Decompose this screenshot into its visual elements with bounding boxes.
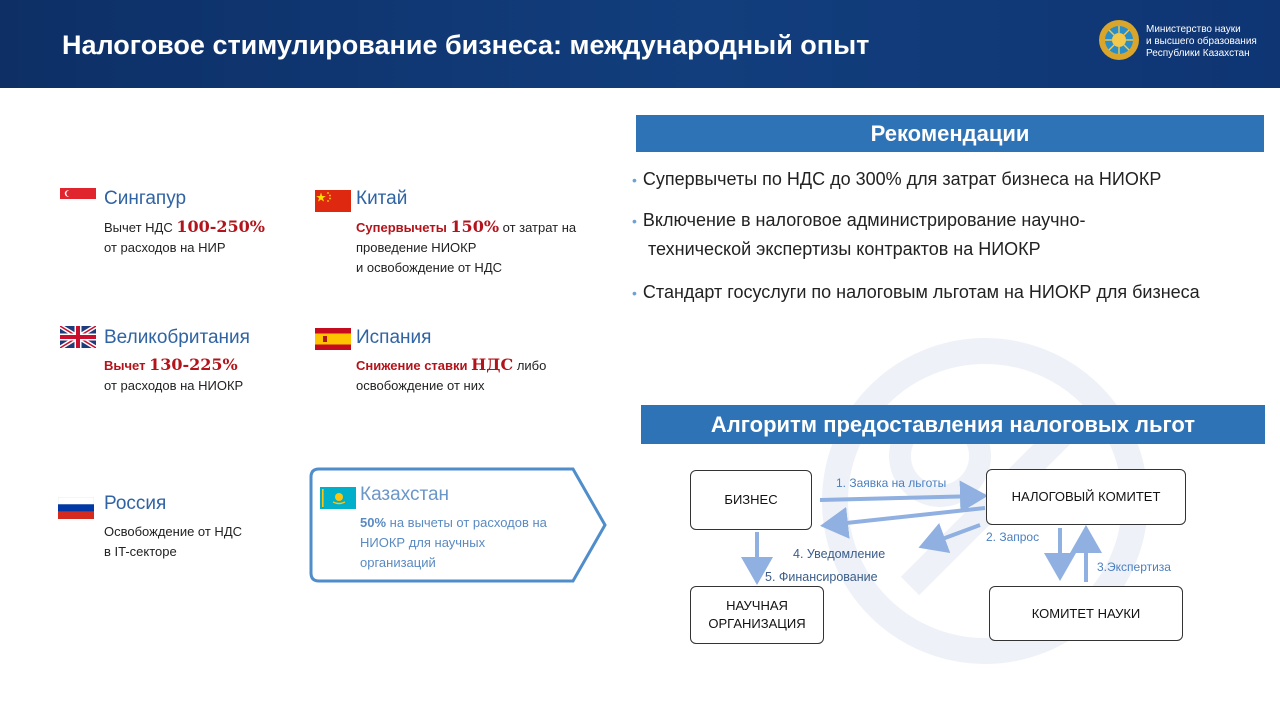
kazakhstan-emblem-icon [1098,19,1140,61]
country-name-uk: Великобритания [104,327,250,348]
country-desc-uk: Вычет 130-225% от расходов на НИОКР [104,355,244,393]
step-2-label: 2. Запрос [986,530,1040,544]
singapore-flag-icon [60,188,96,210]
country-desc-kazakhstan: 50% на вычеты от расходов на НИОКР для научных организаций [360,515,547,570]
spain-flag-icon [315,328,351,350]
algorithm-title: Алгоритм предоставления налоговых льгот [641,405,1265,444]
recommendation-item: • Супервычеты по НДС до 300% для затрат бизнеса на НИОКР [632,169,1162,189]
russia-flag-icon [58,497,94,519]
recommendations-title: Рекомендации [636,115,1264,152]
step-3-label: 3.Экспертиза [1097,560,1171,574]
step-4-label: 4. Уведомление [793,547,886,561]
recommendation-item: • Включение в налоговое администрирование научно- технической экспертизы контрактов на НИОКР [632,210,1086,259]
china-flag-icon [315,190,351,212]
country-desc-spain: Снижение ставки НДС либо освобождение от них [356,355,547,393]
country-desc-china: Супервычеты 150% от затрат на проведение НИОКР и освобождение от НДС [356,217,577,275]
arrow-step-2 [828,508,985,525]
ministry-name: Министерство науки и высшего образования Республики Казахстан [1146,24,1257,59]
science-committee-box: КОМИТЕТ НАУКИ [989,586,1183,641]
country-name-china: Китай [356,188,408,209]
business-box: БИЗНЕС [690,470,812,530]
country-name-singapore: Сингапур [104,188,187,209]
country-name-spain: Испания [356,327,432,348]
country-name-kazakhstan: Казахстан [360,484,450,505]
step-1-label: 1. Заявка на льготы [836,476,947,490]
header-bar [0,0,1280,88]
kazakhstan-flag-icon [320,487,356,509]
country-desc-singapore: Вычет НДС 100-250% от расходов на НИР [104,217,265,255]
uk-flag-icon [60,326,96,348]
page-title: Налоговое стимулирование бизнеса: международный опыт [62,30,870,60]
recommendation-item: • Стандарт госуслуги по налоговым льготам на НИОКР для бизнеса [632,282,1200,302]
arrow-step-4 [926,525,980,545]
country-desc-russia: Освобождение от НДС в IT-секторе [104,524,243,559]
step-5-label: 5. Финансирование [765,570,878,584]
science-organization-box: НАУЧНАЯ ОРГАНИЗАЦИЯ [690,586,824,644]
arrow-step-1 [820,496,980,500]
country-name-russia: Россия [104,493,167,514]
tax-committee-box: НАЛОГОВЫЙ КОМИТЕТ [986,469,1186,525]
